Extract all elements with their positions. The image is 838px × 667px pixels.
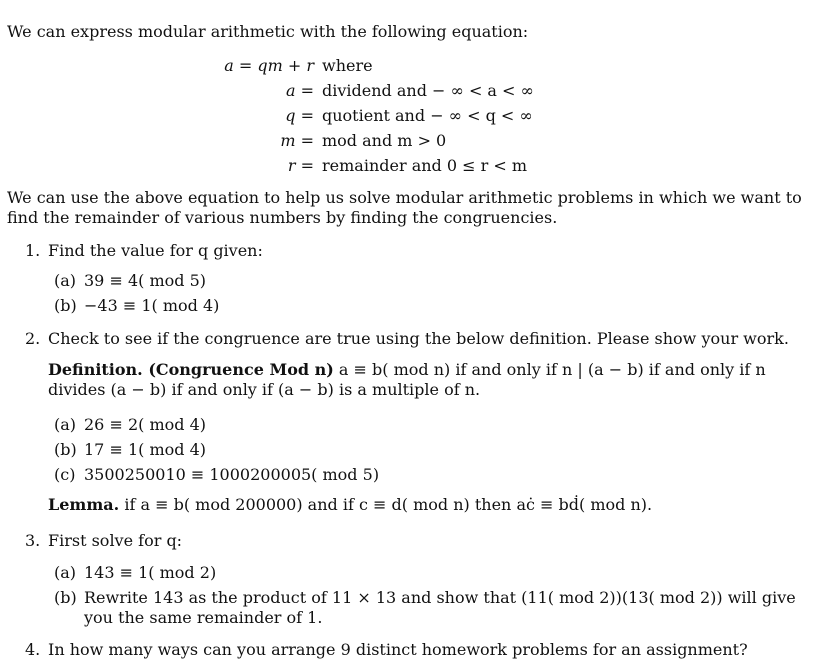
- equation-rhs: remainder and 0 ≤ r < m: [322, 156, 528, 175]
- problem-part: [54, 440, 206, 460]
- part-label: (a): [54, 271, 77, 290]
- equation-line: [0, 106, 838, 126]
- definition-text: a ≡ b( mod n) if and only if n | (a − b) if and only if n divides (a − b) if and only if (a − b) is a multiple of n.: [48, 360, 766, 399]
- part-label: (c): [54, 465, 76, 484]
- problem-part: [54, 588, 804, 628]
- lemma-label: Lemma.: [48, 495, 120, 514]
- problem-number: 2.: [25, 329, 41, 348]
- part-label: (a): [54, 563, 77, 582]
- part-text: 3500250010 ≡ 1000200005( mod 5): [84, 465, 380, 484]
- part-label: (b): [54, 588, 77, 607]
- equation-rhs: dividend and − ∞ < a < ∞: [322, 81, 534, 100]
- problem-text: Check to see if the congruence are true using the below definition. Please show your work.: [48, 329, 789, 348]
- part-text: −43 ≡ 1( mod 4): [84, 296, 220, 315]
- equation-rhs: quotient and − ∞ < q < ∞: [322, 106, 533, 125]
- equation-lhs: m =: [280, 131, 314, 150]
- equation-line: [0, 81, 838, 101]
- part-label: (a): [54, 415, 77, 434]
- part-text: 39 ≡ 4( mod 5): [84, 271, 206, 290]
- equation-line: [0, 56, 838, 76]
- equation-line: [0, 156, 838, 176]
- lemma-text: if a ≡ b( mod 200000) and if c ≡ d( mod n) then aċ ≡ bḋ( mod n).: [124, 495, 653, 514]
- equation-rhs: where: [322, 56, 373, 75]
- part-text: 17 ≡ 1( mod 4): [84, 440, 206, 459]
- definition-label: Definition. (Congruence Mod n): [48, 360, 334, 379]
- problem-number: 4.: [25, 640, 41, 659]
- equation-lhs: r =: [287, 156, 314, 175]
- lemma-block: [48, 495, 652, 515]
- part-text: 143 ≡ 1( mod 2): [84, 563, 217, 582]
- equation-lhs: a =: [285, 81, 314, 100]
- problem-text: First solve for q:: [48, 531, 183, 550]
- problem-text: Find the value for q given:: [48, 241, 263, 260]
- problem-part: [54, 296, 219, 316]
- explanation-text: We can use the above equation to help us solve modular arithmetic problems in which we want to find the remainder of various numbers by finding the congruencies.: [7, 188, 802, 227]
- problem-part: [54, 563, 216, 583]
- problem-text: In how many ways can you arrange 9 distinct homework problems for an assignment?: [48, 640, 748, 659]
- equation-lhs: q =: [285, 106, 314, 125]
- part-label: (b): [54, 296, 77, 315]
- equation-line: [0, 131, 838, 151]
- problem-number: 3.: [25, 531, 41, 550]
- intro-text: We can express modular arithmetic with the following equation:: [7, 22, 529, 41]
- equation-lhs: a = qm + r: [224, 56, 314, 75]
- problem-part: [54, 465, 379, 485]
- problem-number: 1.: [25, 241, 41, 260]
- equation-rhs: mod and m > 0: [322, 131, 447, 150]
- problem-part: [54, 271, 206, 291]
- problem-part: [54, 415, 206, 435]
- part-text: 26 ≡ 2( mod 4): [84, 415, 206, 434]
- part-label: (b): [54, 440, 77, 459]
- definition-block: [48, 360, 818, 400]
- part-text: Rewrite 143 as the product of 11 × 13 and show that (11( mod 2))(13( mod 2)) will give you the same remainder of 1.: [84, 588, 796, 627]
